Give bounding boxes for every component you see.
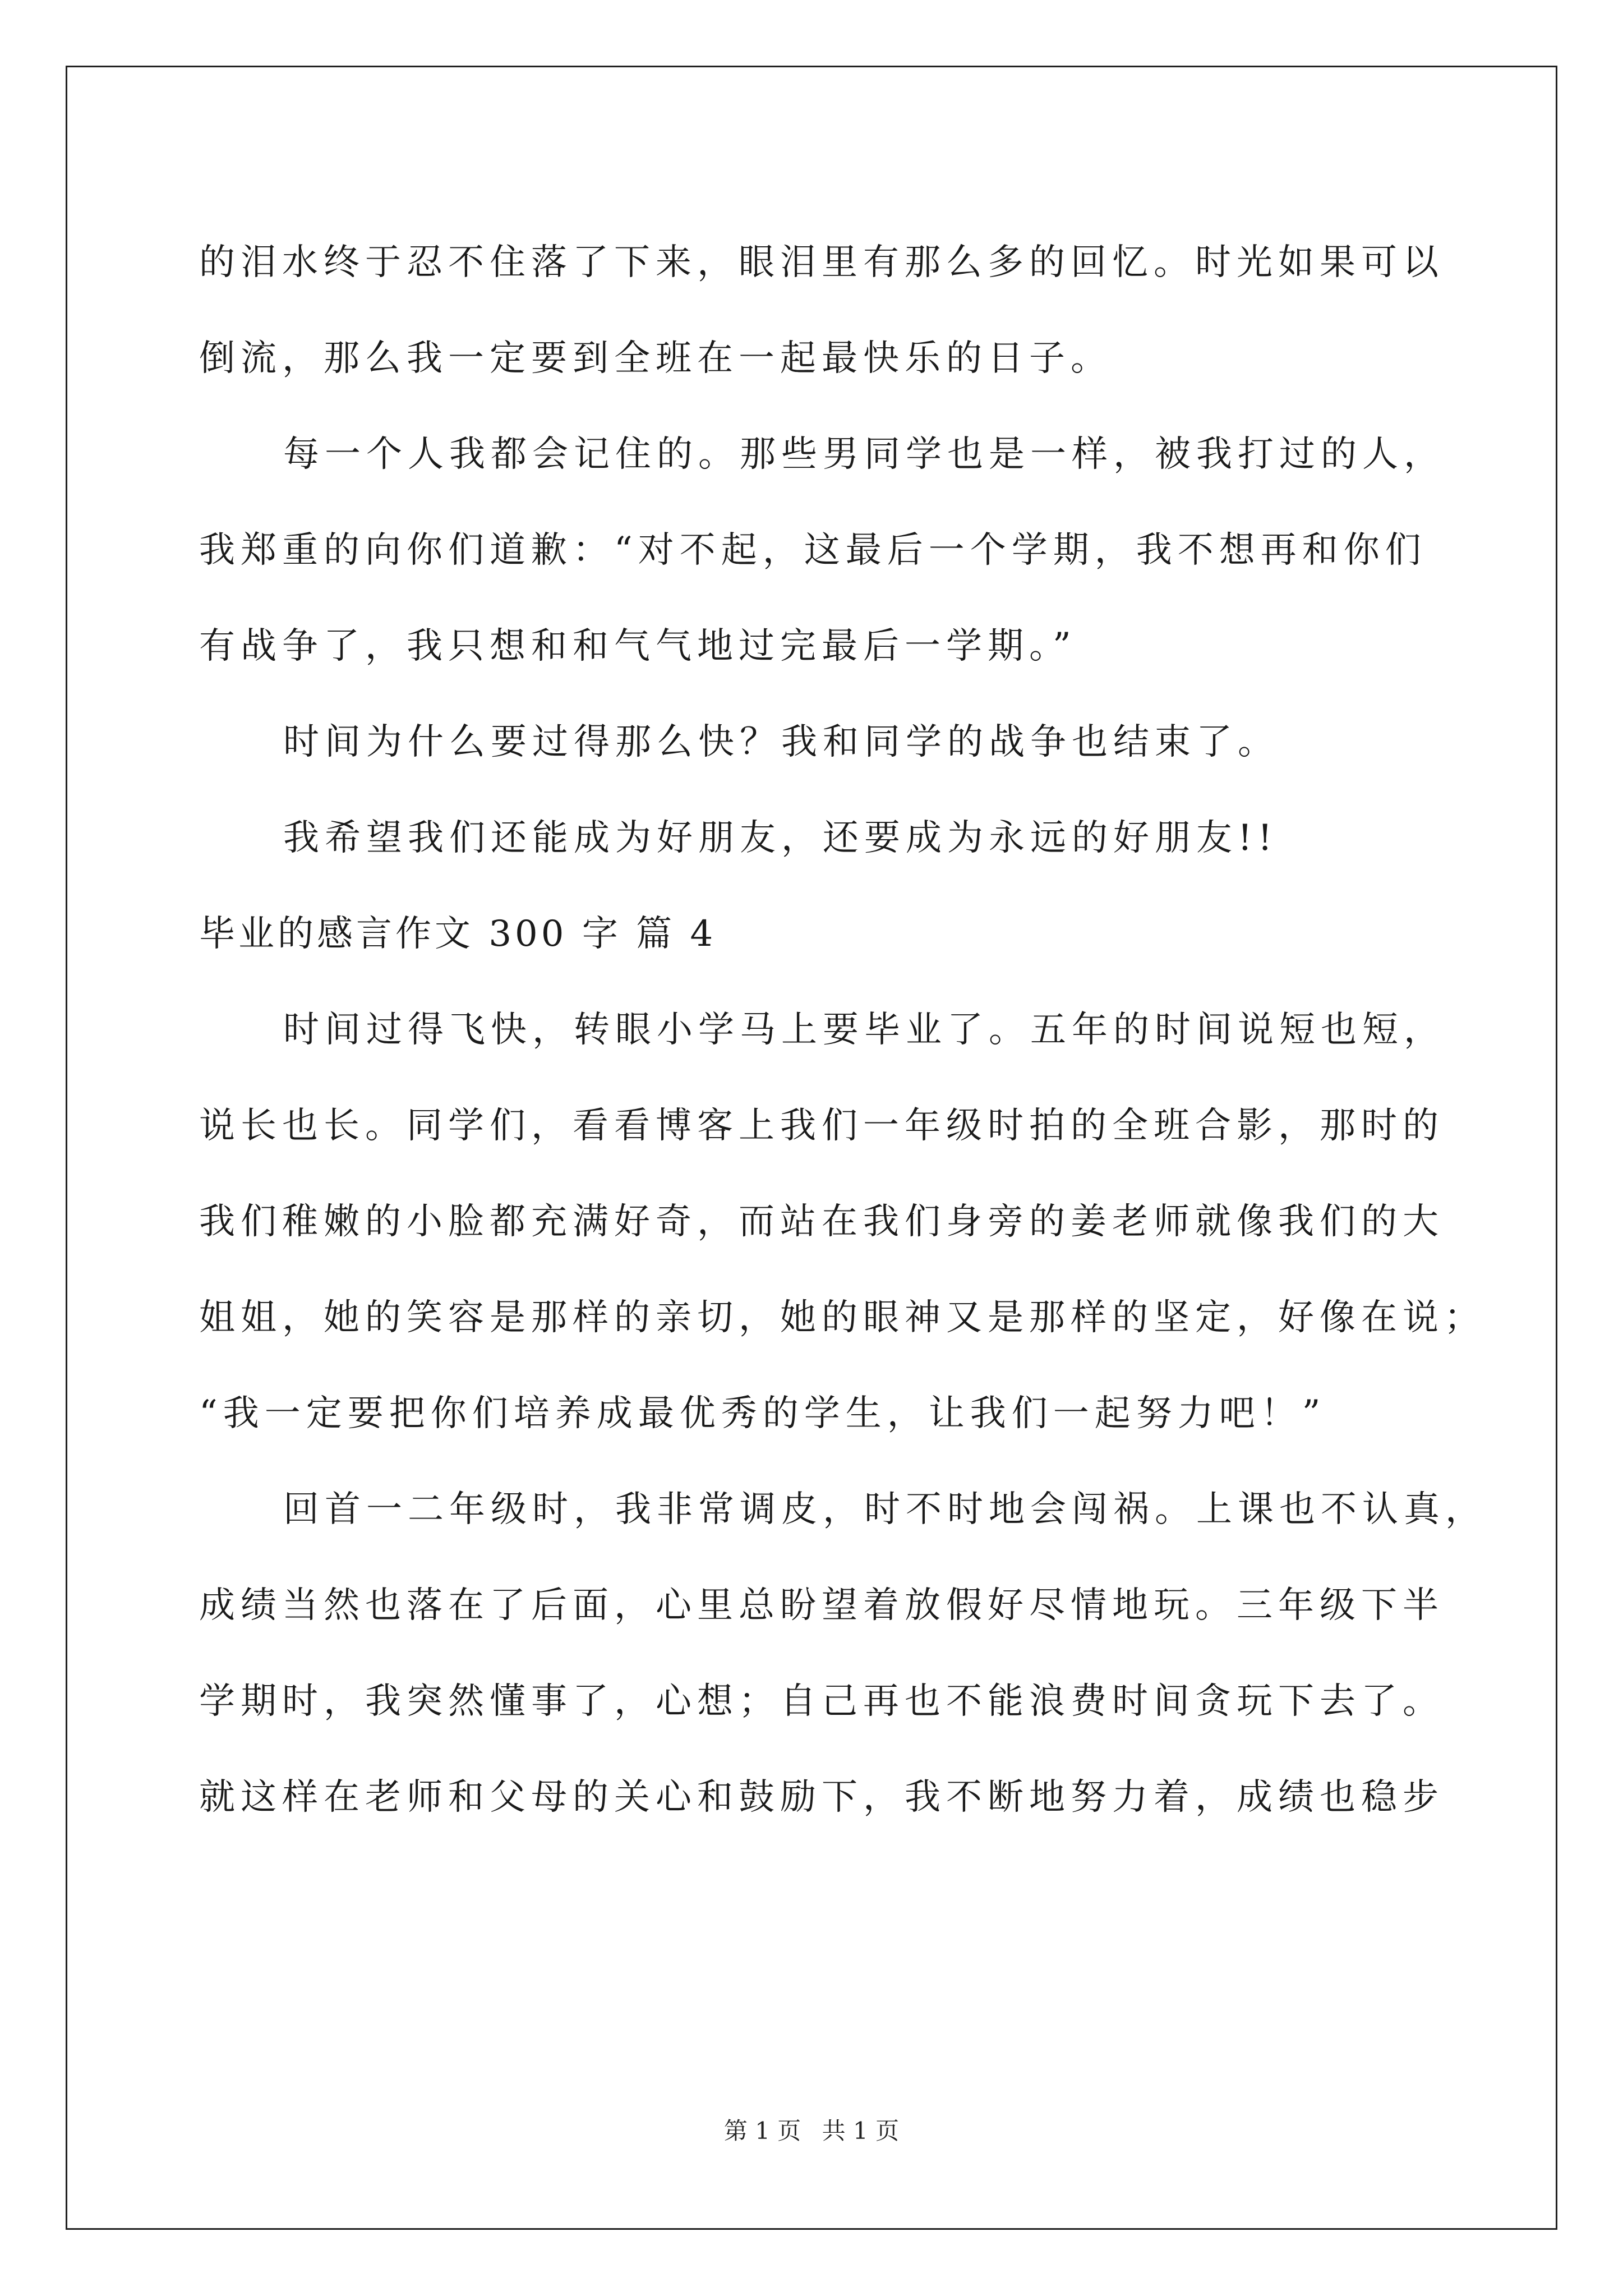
page-number: 第 1 页 [723,2117,801,2145]
text-line: 我郑重的向你们道歉：“对不起，这最后一个学期，我不想再和你们 [199,529,1427,571]
paragraph-start: 时间为什么要过得那么快？我和同学的战争也结束了。 [283,721,1279,763]
text-line: 说长也长。同学们，看看博客上我们一年级时拍的全班合影，那时的 [199,1105,1444,1147]
text-line: 我们稚嫩的小脸都充满好奇，而站在我们身旁的姜老师就像我们的大 [199,1200,1444,1243]
document-body [199,211,1487,1842]
text-line: 的泪水终于忍不住落了下来，眼泪里有那么多的回忆。时光如果可以 [199,241,1444,283]
text-line: 学期时，我突然懂事了，心想；自己再也不能浪费时间贪玩下去了。 [199,1680,1444,1722]
text-line: 成绩当然也落在了后面，心里总盼望着放假好尽情地玩。三年级下半 [199,1584,1444,1626]
text-line: 姐姐，她的笑容是那样的亲切，她的眼神又是那样的坚定，好像在说； [199,1296,1486,1338]
paragraph-start: 每一个人我都会记住的。那些男同学也是一样，被我打过的人， [283,433,1445,475]
page-footer [0,2113,1623,2146]
text-line: 就这样在老师和父母的关心和鼓励下，我不断地努力着，成绩也稳步 [199,1776,1444,1818]
text-line: 倒流，那么我一定要到全班在一起最快乐的日子。 [199,337,1112,379]
text-line: “我一定要把你们培养成最优秀的学生，让我们一起努力吧！” [199,1392,1326,1434]
paragraph-start: 时间过得飞快，转眼小学马上要毕业了。五年的时间说短也短， [283,1009,1445,1051]
paragraph-start: 回首一二年级时，我非常调皮，时不时地会闯祸。上课也不认真， [283,1488,1487,1530]
page-total: 共 1 页 [822,2117,900,2145]
text-line: 有战争了，我只想和和气气地过完最后一学期。” [199,625,1077,667]
paragraph-start: 我希望我们还能成为好朋友，还要成为永远的好朋友!! [283,817,1278,859]
section-heading: 毕业的感言作文 300 字 篇 4 [199,913,717,955]
